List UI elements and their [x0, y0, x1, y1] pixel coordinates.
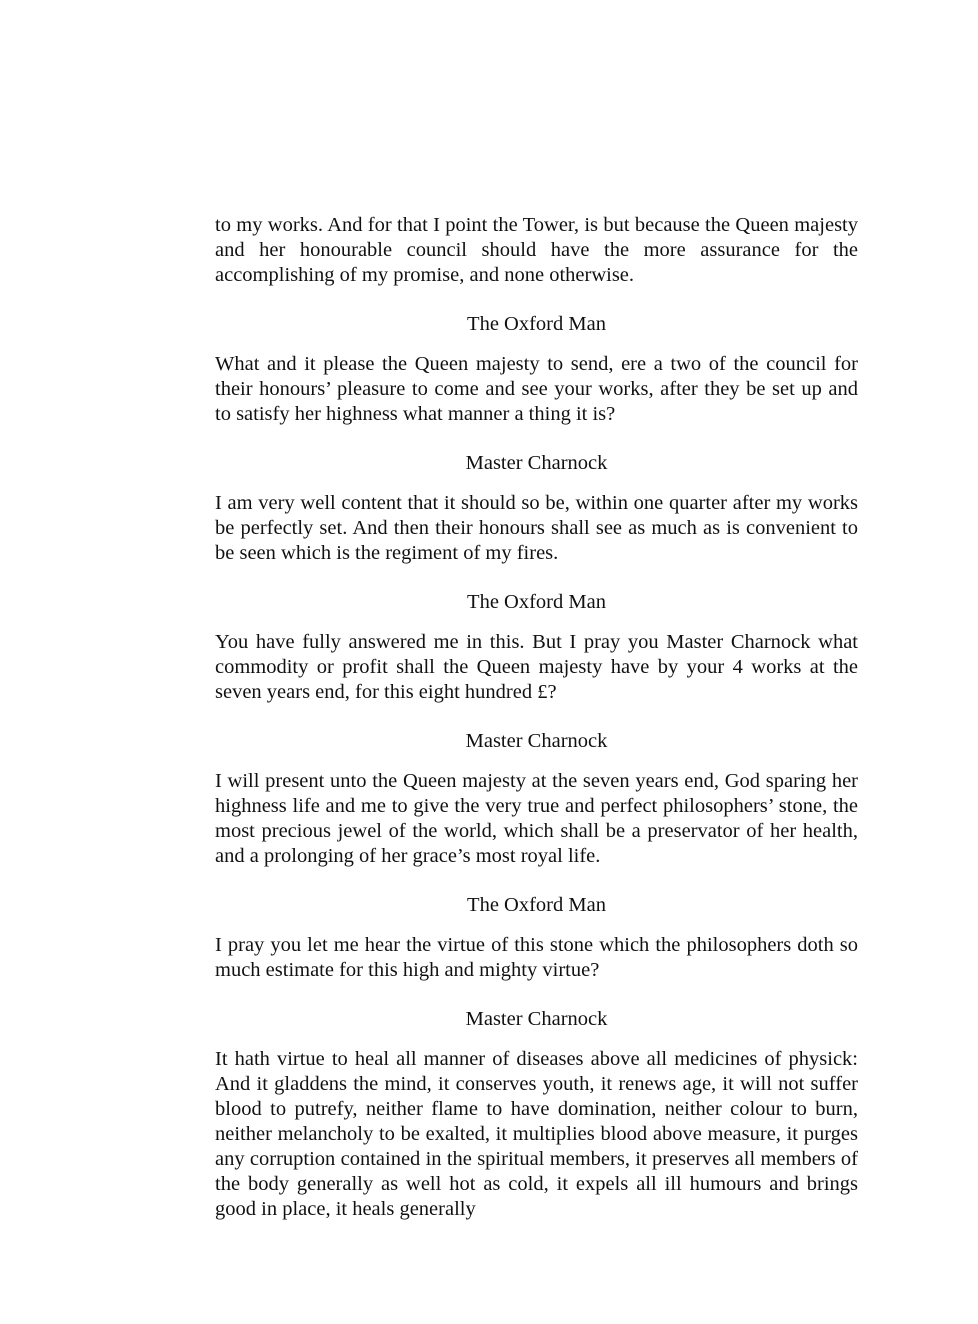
speaker-heading: The Oxford Man [467, 591, 606, 613]
paragraph: You have fully answered me in this. But I pray you Master Charnock what commodity or profit shall the Queen majesty have by your 4 works at the seven years end, for this eight hundred £? [215, 631, 858, 703]
speaker-heading: Master Charnock [465, 730, 608, 752]
paragraph: to my works. And for that I point the Tower, is but because the Queen majesty and her honourable council should have the more assurance for the accomplishing of my promise, and none otherwise. [215, 214, 858, 286]
paragraph: It hath virtue to heal all manner of diseases above all medicines of physick: And it gladdens the mind, it conserves youth, it renews age, it will not suffer blood to putrefy, neither flame to have domination, neither colour to burn, neither melancholy to be exalted, it multiplies blood above measure, it purges any corruption contained in the spiritual members, it preserves all members of the body generally as well hot as cold, it expels all ill humours and brings good in place, it heals generally [215, 1048, 858, 1220]
paragraph: I pray you let me hear the virtue of this stone which the philosophers doth so much estimate for this high and mighty virtue? [215, 934, 858, 981]
speaker-heading: Master Charnock [465, 1008, 608, 1030]
paragraph: What and it please the Queen majesty to send, ere a two of the council for their honours’ pleasure to come and see your works, after they be set up and to satisfy her highness what manner a thing it is? [215, 353, 858, 425]
paragraph: I will present unto the Queen majesty at the seven years end, God sparing her highness life and me to give the very true and perfect philosophers’ stone, the most precious jewel of the world, which shall be a preservator of her health, and a prolonging of her grace’s most royal life. [215, 770, 858, 867]
speaker-heading: The Oxford Man [467, 313, 606, 335]
paragraph: I am very well content that it should so be, within one quarter after my works be perfectly set. And then their honours shall see as much as is convenient to be seen which is the regiment of my fires. [215, 492, 858, 564]
speaker-heading: Master Charnock [465, 452, 608, 474]
speaker-heading: The Oxford Man [467, 894, 606, 916]
document-page [215, 213, 858, 1222]
